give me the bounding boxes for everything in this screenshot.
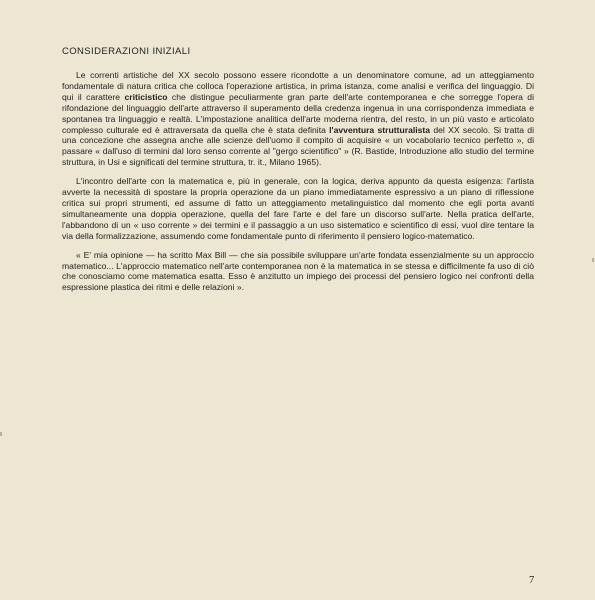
- page-number: 7: [529, 575, 535, 586]
- text-run: del XX secolo. Si tratta di una concezione che assegna anche alle scienze dell'uomo il compito di acquisire « un vocabolario tecnico perfetto », di passare « dall'uso di termini dal loro senso corrente al "gergo scientifico" » (R. Bastide, Introduzione allo studio del termine struttura, in Usi e significati del termine struttura, tr. it., Milano 1965).: [62, 124, 534, 168]
- edge-mark-left: [0, 432, 2, 436]
- text-run: « E' mia opinione — ha scritto Max Bill — che sia possibile sviluppare un'arte fondata essenzialmente su un approccio matematico... L'approccio matematico nell'arte contemporanea non è la matematica in se stessa e difficilmente fa uso di ciò che conosciamo come matematica esatta. Esso è anzitutto un impiego dei processi del pensiero logico nei confronti della espressione plastica dei ritmi e delle relazioni ».: [62, 249, 534, 293]
- body-text: [62, 70, 534, 301]
- text-run: che distingue peculiarmente gran parte dell'arte contemporanea e che sorregge l'opera di rifondazione del linguaggio dell'arte attraverso il superamento della credenza ingenua in una corrispondenza immediata e spontanea tra linguaggio e realtà. L'impostazione analitica dell'arte moderna rientra, del resto, in un più vasto e articolato complesso culturale ed è attraversata da quella che è stata definita: [62, 91, 534, 135]
- paragraph: [62, 70, 534, 168]
- text-run: Le correnti artistiche del XX secolo possono essere ricondotte a un denominatore comune, ad un atteggiamento fondamentale di natura critica che colloca l'operazione artistica, in prima istanza, come analisi e verifica del linguaggio. Di qui il carattere: [62, 70, 534, 102]
- edge-mark-right: [592, 258, 594, 262]
- paragraph: [62, 176, 534, 241]
- section-heading: CONSIDERAZIONI INIZIALI: [62, 46, 191, 57]
- text-run: L'incontro dell'arte con la matematica e, più in generale, con la logica, deriva appunto da questa esigenza: l'artista avverte la necessità di spostare la propria operazione da un piano immediatamente espressivo a un piano di riflessione critica sui propri strumenti, ed assume di fatto un atteggiamento metalinguistico dal momento che egli porta avanti simultaneamente una doppia operazione, quella del fare l'arte e del fare un discorso sull'arte. Nella pratica dell'arte, l'abbandono di un « uso corrente » dei termini e il passaggio a un uso sistematico e scientifico di essi, vuol dire tentare la via della formalizzazione, assumendo come fondamentale punto di riferimento il pensiero logico-matematico.: [62, 176, 534, 241]
- paragraph: [62, 250, 534, 294]
- bold-term: criticistico: [124, 91, 168, 102]
- bold-term: l'avventura strutturalista: [329, 124, 431, 135]
